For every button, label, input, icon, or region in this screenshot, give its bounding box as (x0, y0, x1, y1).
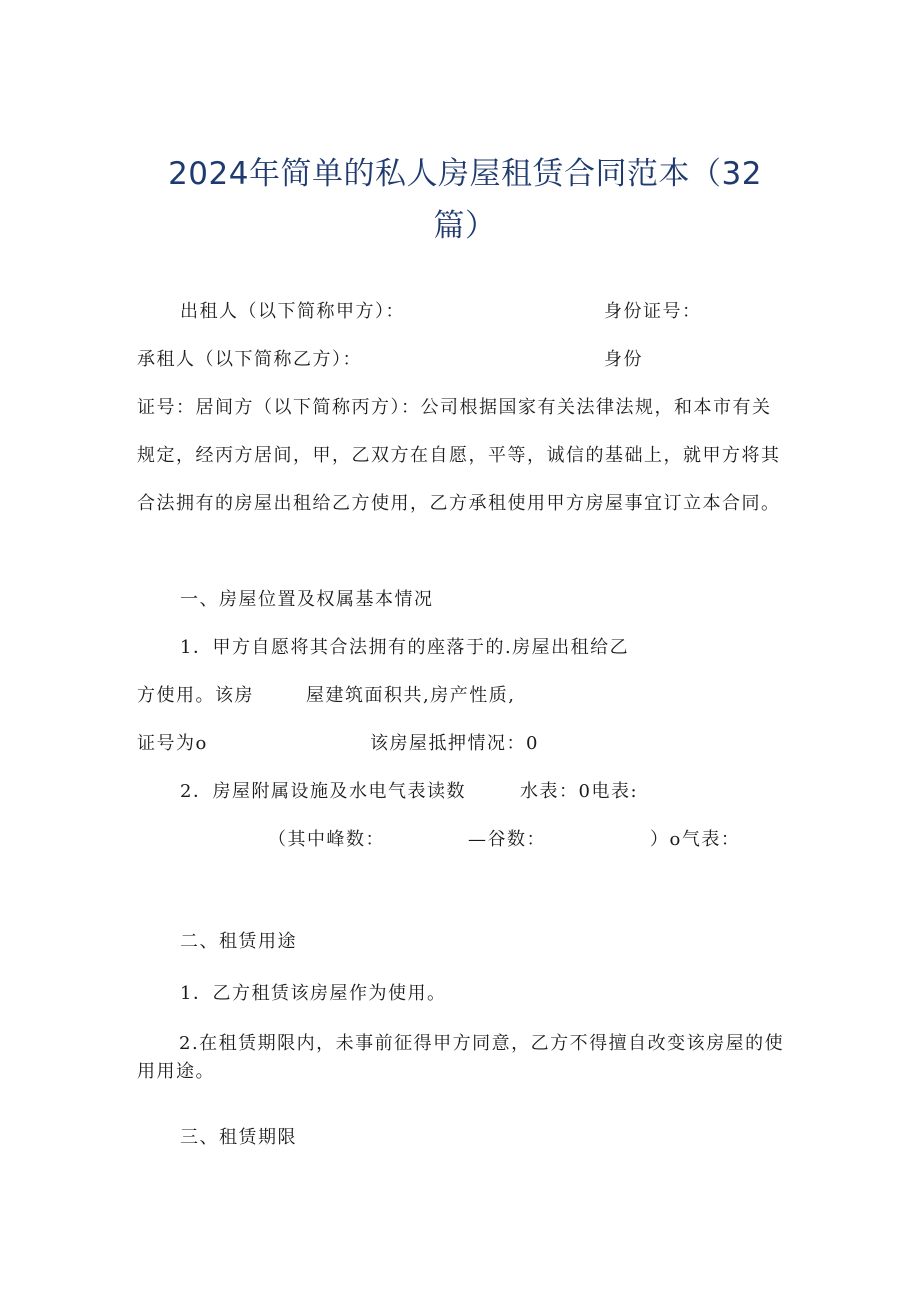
item1-1-line2b: 屋建筑面积共,房产性质, (306, 685, 516, 706)
lessee-id-label: 身份 (604, 349, 643, 370)
item1-1-line3b: 该房屋抵押情况：0 (370, 733, 539, 754)
item2-1: 1．乙方租赁该房屋作为使用。 (180, 983, 447, 1004)
item1-2-line1b: 水表：0电表: (520, 781, 639, 802)
section2-heading: 二、租赁用途 (180, 931, 297, 952)
lessor-label: 出租人（以下简称甲方）： (180, 301, 405, 322)
item2-2: 2.在租赁期限内，未事前征得甲方同意，乙方不得擅自改变该房屋的使用用途。 (137, 1033, 785, 1082)
item1-1-line2a: 方使用。该房 (137, 685, 254, 706)
item1-1-line3a: 证号为o (137, 733, 208, 754)
item1-2-line2c: ）o气表： (650, 829, 741, 850)
item1-2-line1a: 2．房屋附属设施及水电气表读数 (180, 781, 466, 802)
item1-2-line2a: （其中峰数： (268, 829, 385, 850)
item1-1-line1: 1．甲方自愿将其合法拥有的座落于的.房屋出租给乙 (180, 637, 630, 658)
item1-2-line2b: —谷数： (468, 829, 546, 850)
document-title: 2024年简单的私人房屋租赁合同范本（32篇） (168, 156, 762, 244)
lessee-label: 承租人（以下简称乙方）： (137, 349, 362, 370)
intro-paragraph: 证号：居间方（以下简称丙方）：公司根据国家有关法律法规，和本市有关规定，经丙方居间，甲，乙双方在自愿，平等，诚信的基础上，就甲方将其合法拥有的房屋出租给乙方使用，乙方承租使用甲方房屋事宜订立本合同。 (137, 397, 781, 514)
section1-heading: 一、房屋位置及权属基本情况 (180, 589, 434, 610)
lessor-id-label: 身份证号： (604, 301, 702, 322)
section3-heading: 三、租赁期限 (180, 1127, 297, 1148)
